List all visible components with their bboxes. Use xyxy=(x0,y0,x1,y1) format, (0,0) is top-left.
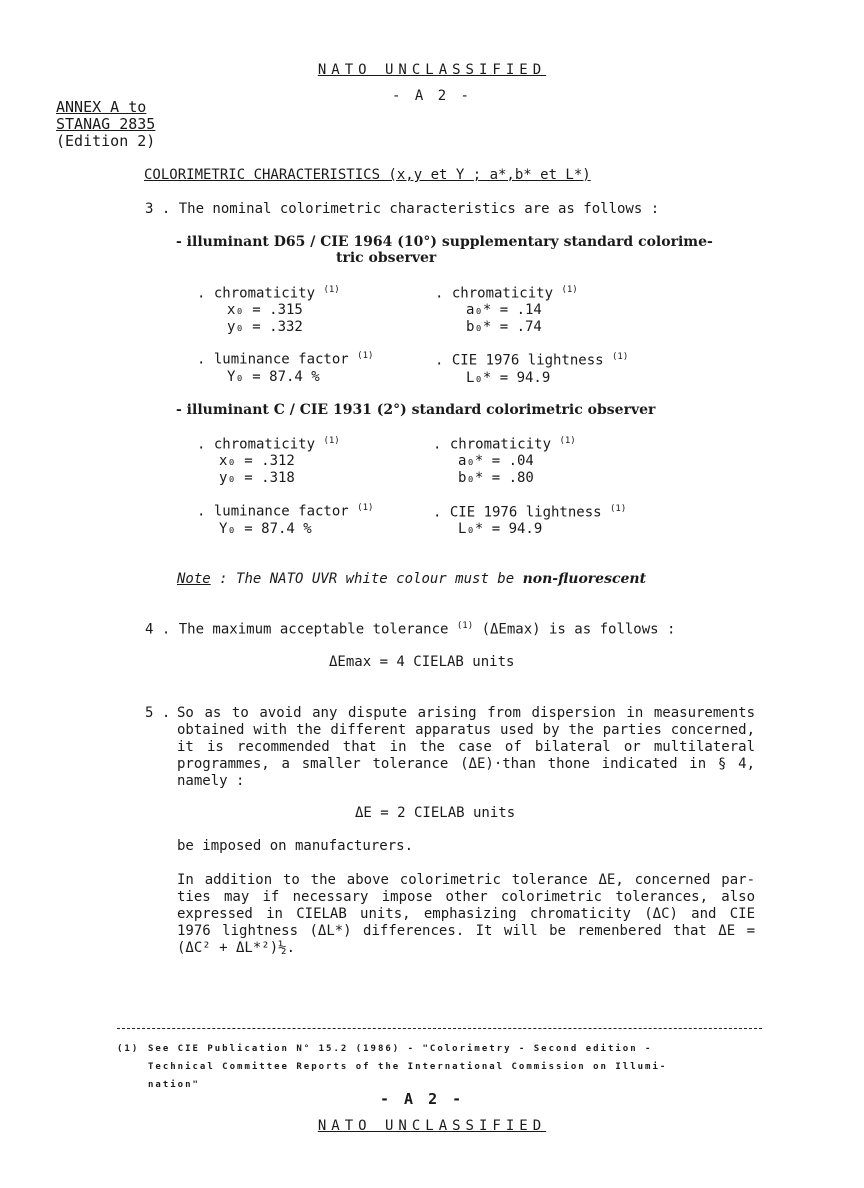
footnote-line1: See CIE Publication N° 15.2 (1986) - "Colorimetry - Second edition - xyxy=(148,1044,653,1054)
annex-line-1: ANNEX A to xyxy=(56,98,147,116)
section-title: COLORIMETRIC CHARACTERISTICS (x,y et Y ; a*,b* et L*) xyxy=(144,167,591,183)
d65-b-value: b₀* = .74 xyxy=(466,319,542,335)
d65-left-chroma-label: . chromaticity $^{(1)}$ xyxy=(197,285,340,302)
c-luminance-label: . luminance factor $^{(1)}$ xyxy=(197,503,374,520)
c-right-chroma-label: . chromaticity $^{(1)}$ xyxy=(433,436,576,453)
page-number-bottom: - A 2 - xyxy=(380,1090,465,1108)
d65-x-value: x₀ = .315 xyxy=(227,302,303,318)
c-lightness-label: . CIE 1976 lightness $^{(1)}$ xyxy=(433,504,627,521)
d65-lightness-label: . CIE 1976 lightness $^{(1)}$ xyxy=(435,352,629,369)
footnote-marker: (1) xyxy=(117,1044,140,1054)
d65-heading-line2: tric observer xyxy=(336,250,437,266)
para5-imposed: be imposed on manufacturers. xyxy=(177,838,414,854)
classification-header: NATO UNCLASSIFIED xyxy=(317,62,547,78)
d65-lightness-value: L₀* = 94.9 xyxy=(466,370,551,386)
para5-addition: In addition to the above colorimetric tolerance ΔE, concerned par-ties may if necessary impose other colorimetric tolerances, also expressed in CIELAB units, emphasizing chromaticity (ΔC) and CIE 1976 lightness (ΔL*) differences. It will be remenbered that ΔE = (ΔC² + ΔL*²)½. xyxy=(177,872,755,956)
footnote-line3: nation" xyxy=(148,1080,200,1090)
d65-y-value: y₀ = .332 xyxy=(227,319,303,335)
note-label: Note xyxy=(177,571,211,587)
classification-footer: NATO UNCLASSIFIED xyxy=(317,1118,547,1134)
c-lightness-value: L₀* = 94.9 xyxy=(458,521,543,537)
d65-luminance-label: . luminance factor $^{(1)}$ xyxy=(197,351,374,368)
c-heading: - illuminant C / CIE 1931 (2°) standard colorimetric observer xyxy=(176,402,656,418)
para3-intro: 3 . The nominal colorimetric characteristics are as follows : xyxy=(145,201,660,217)
c-luminance-value: Y₀ = 87.4 % xyxy=(219,521,312,537)
d65-heading-line1: - illuminant D65 / CIE 1964 (10°) supplementary standard colorime- xyxy=(176,234,713,250)
para5-formula: ΔE = 2 CIELAB units xyxy=(355,805,516,821)
c-a-value: a₀* = .04 xyxy=(458,453,534,469)
para5-text: So as to avoid any dispute arising from dispersion in measurements obtained with the different apparatus used by the parties concerned, it is recommended that in the case of bilateral or multilateral programmes, a smaller tolerance (ΔE)·than thone indicated in § 4, namely : xyxy=(177,705,755,789)
c-left-chroma-label: . chromaticity $^{(1)}$ xyxy=(197,436,340,453)
c-b-value: b₀* = .80 xyxy=(458,470,534,486)
para5-number: 5 . xyxy=(145,705,171,721)
d65-luminance-value: Y₀ = 87.4 % xyxy=(227,369,320,385)
c-x-value: x₀ = .312 xyxy=(219,453,295,469)
note: Note : The NATO UVR white colour must be non-fluorescent xyxy=(177,571,647,587)
para4-text: 4 . The maximum acceptable tolerance $^{(1)}$ (ΔEmax) is as follows : xyxy=(145,621,676,638)
footnote-separator xyxy=(117,1028,762,1029)
c-y-value: y₀ = .318 xyxy=(219,470,295,486)
para4-formula: ΔEmax = 4 CIELAB units xyxy=(329,654,515,670)
page-number-top: - A 2 - xyxy=(391,88,472,104)
annex-line-2: STANAG 2835 xyxy=(56,115,156,133)
d65-a-value: a₀* = .14 xyxy=(466,302,542,318)
d65-right-chroma-label: . chromaticity $^{(1)}$ xyxy=(435,285,578,302)
annex-line-3: (Edition 2) xyxy=(56,132,156,150)
footnote-line2: Technical Committee Reports of the International Commission on Illumi- xyxy=(148,1062,668,1072)
